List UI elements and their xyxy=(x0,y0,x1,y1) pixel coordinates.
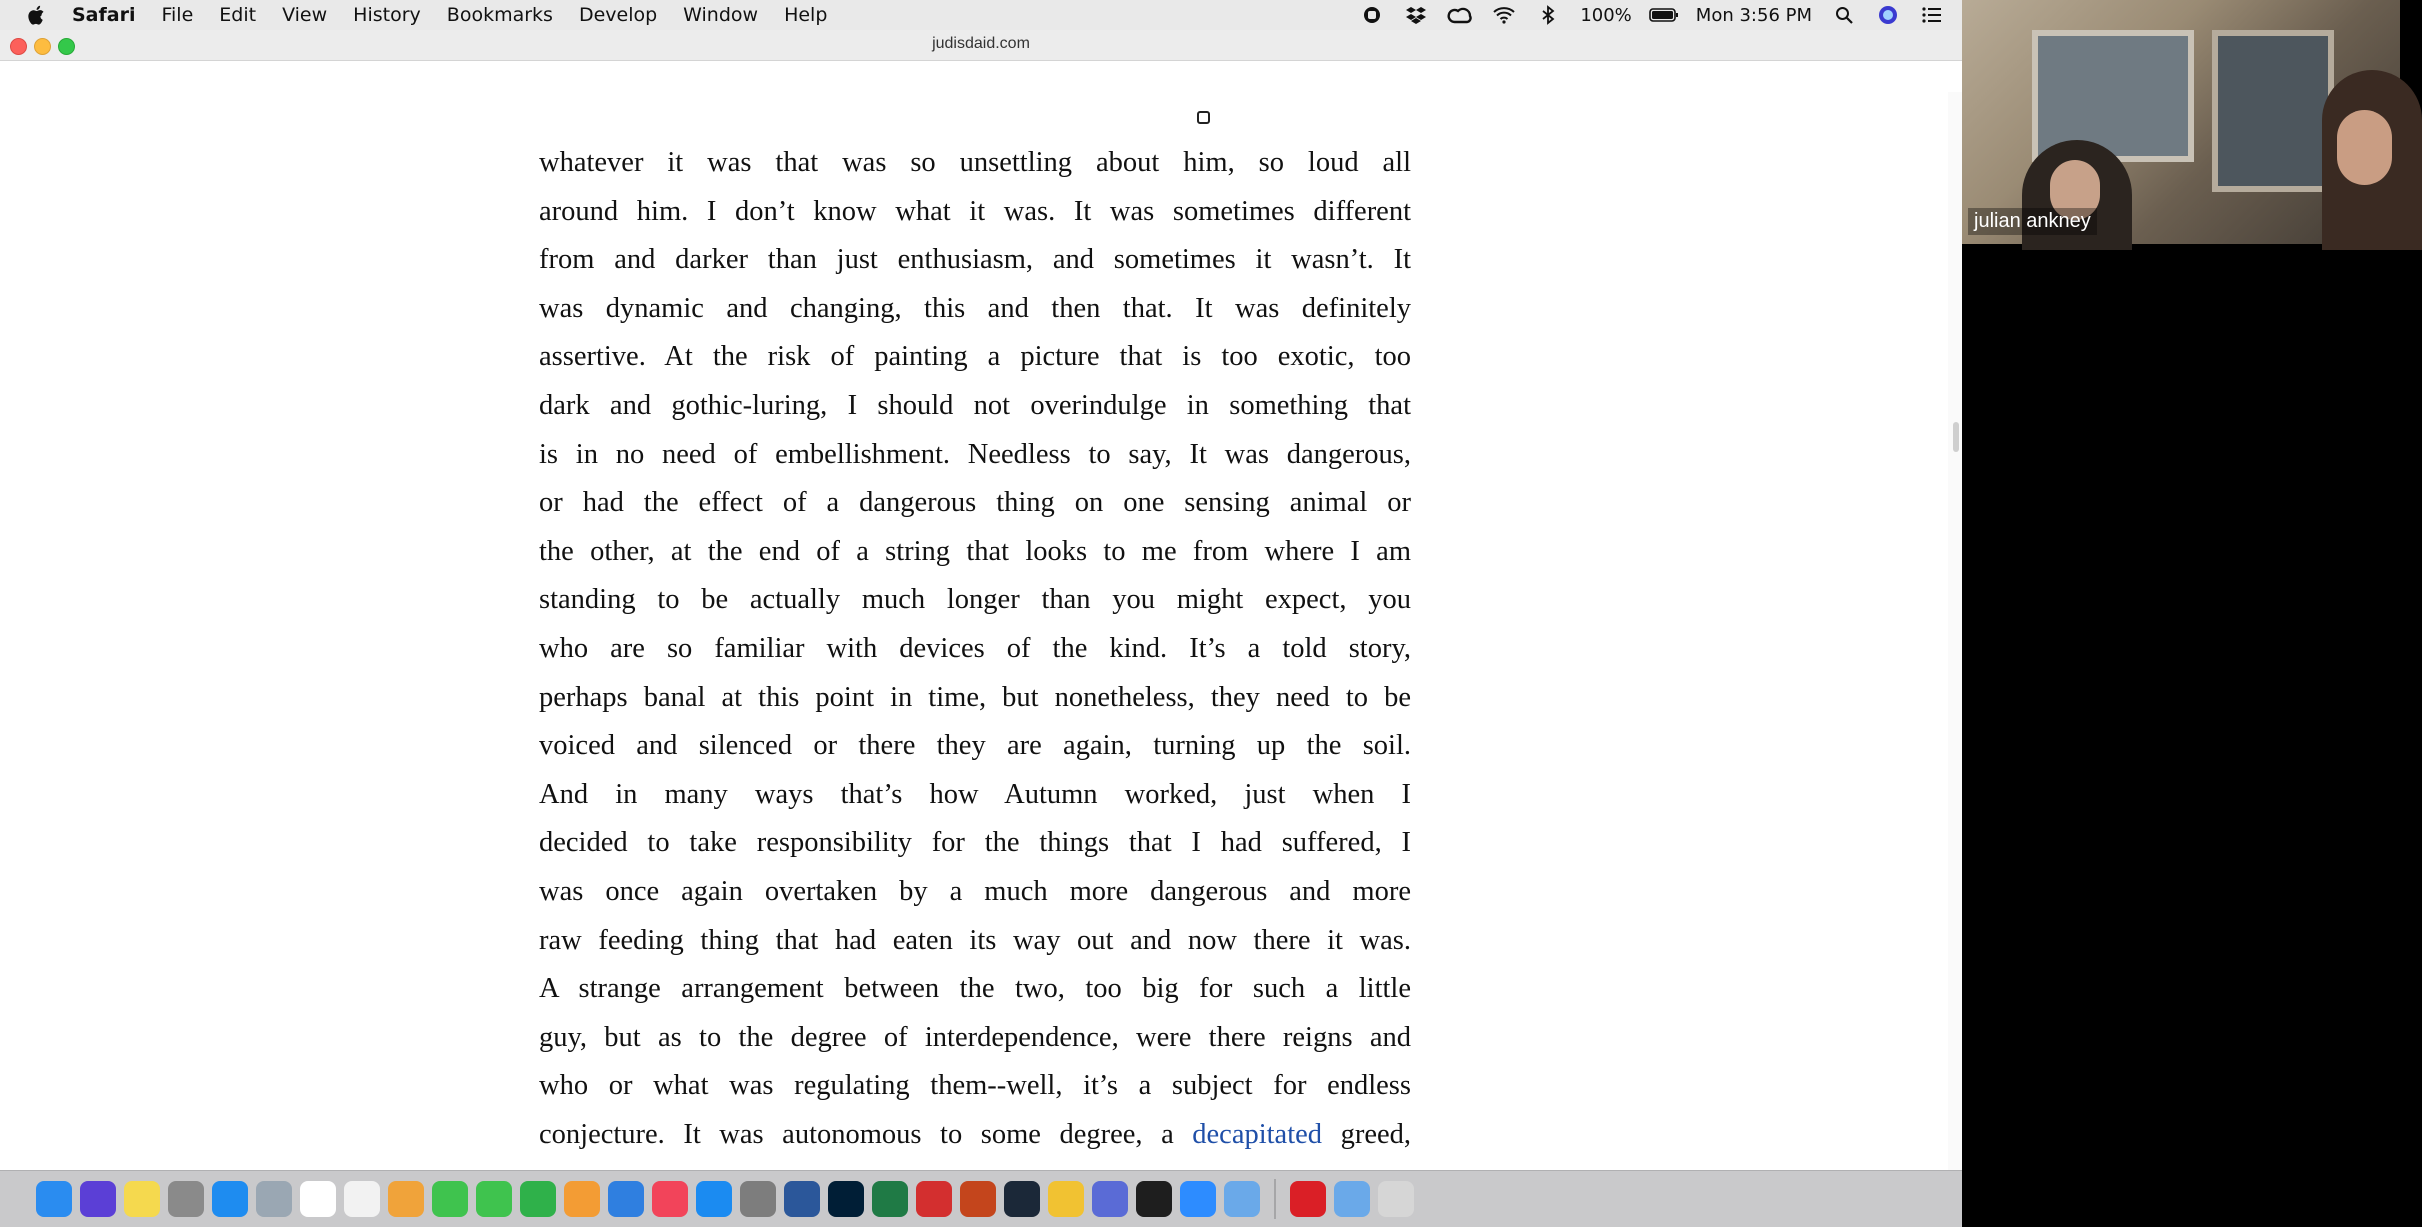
spotlight-search-icon[interactable] xyxy=(1832,3,1856,27)
article-line: from and darker than just enthusiasm, and sometimes it wasn’t. It xyxy=(539,244,1411,276)
article-line: is in no need of embellishment. Needless to say, It was dangerous, xyxy=(539,438,1411,470)
menu-file[interactable]: File xyxy=(161,4,194,26)
wifi-icon[interactable] xyxy=(1492,3,1516,27)
word-icon[interactable] xyxy=(784,1181,820,1217)
background-window xyxy=(2212,30,2334,192)
notes-icon[interactable] xyxy=(124,1181,160,1217)
article-line: was dynamic and changing, this and then that. It was definitely xyxy=(539,292,1411,324)
keynote-icon[interactable] xyxy=(608,1181,644,1217)
page-content xyxy=(0,61,1962,1170)
creative-cloud-status-icon[interactable] xyxy=(1448,3,1472,27)
article-line: decided to take responsibility for the things that I had suffered, I xyxy=(539,827,1411,859)
siri-status-icon[interactable] xyxy=(1876,3,1900,27)
menu-window[interactable]: Window xyxy=(683,4,759,26)
launchpad-icon[interactable] xyxy=(168,1181,204,1217)
article-line: A strange arrangement between the two, too big for such a little xyxy=(539,973,1411,1005)
bbedit-icon[interactable] xyxy=(1092,1181,1128,1217)
menu-edit[interactable]: Edit xyxy=(219,4,257,26)
article-text-fragment: conjecture. It was autonomous to some degree, a xyxy=(539,1118,1174,1150)
calendar-icon[interactable] xyxy=(300,1181,336,1217)
article-line: assertive. At the risk of painting a picture that is too exotic, too xyxy=(539,341,1411,373)
pages-icon[interactable] xyxy=(564,1181,600,1217)
article-line: voiced and silenced or there they are again, turning up the soil. xyxy=(539,730,1411,762)
safari-icon[interactable] xyxy=(212,1181,248,1217)
menu-history[interactable]: History xyxy=(353,4,421,26)
screen-record-icon[interactable] xyxy=(1360,3,1384,27)
clock[interactable]: Mon 3:56 PM xyxy=(1695,4,1812,26)
participant-video-tile[interactable] xyxy=(1962,0,2400,244)
finder-icon[interactable] xyxy=(36,1181,72,1217)
notification-center-icon[interactable] xyxy=(1920,3,1944,27)
preview-icon[interactable] xyxy=(256,1181,292,1217)
dock-separator xyxy=(1274,1179,1276,1219)
downloads-icon[interactable] xyxy=(1334,1181,1370,1217)
siri-icon[interactable] xyxy=(80,1181,116,1217)
menu-develop[interactable]: Develop xyxy=(578,4,658,26)
dock xyxy=(0,1170,1962,1227)
zoom-icon[interactable] xyxy=(1180,1181,1216,1217)
acrobat-icon[interactable] xyxy=(916,1181,952,1217)
article-line: or had the effect of a dangerous thing on one sensing animal or xyxy=(539,487,1411,519)
photos-icon[interactable] xyxy=(388,1181,424,1217)
scrollbar[interactable] xyxy=(1948,92,1962,1201)
menu-bar xyxy=(0,0,1962,30)
article-line: raw feeding thing that had eaten its way out and now there it was. xyxy=(539,924,1411,956)
bluetooth-icon[interactable] xyxy=(1536,3,1560,27)
battery-icon[interactable] xyxy=(1652,3,1676,27)
menu-bookmarks[interactable]: Bookmarks xyxy=(446,4,553,26)
powerpoint-icon[interactable] xyxy=(960,1181,996,1217)
apple-menu-icon[interactable] xyxy=(26,4,48,26)
menu-app-name[interactable]: Safari xyxy=(72,4,136,26)
excel-icon[interactable] xyxy=(872,1181,908,1217)
reminders-icon[interactable] xyxy=(344,1181,380,1217)
battery-percentage: 100% xyxy=(1580,4,1632,26)
window-titlebar[interactable] xyxy=(0,30,1962,61)
facetime-icon[interactable] xyxy=(476,1181,512,1217)
article-line: dark and gothic-luring, I should not overindulge in something that xyxy=(539,389,1411,421)
background-window xyxy=(2032,30,2194,162)
music-icon[interactable] xyxy=(652,1181,688,1217)
article-line: perhaps banal at this point in time, but nonetheless, they need to be xyxy=(539,681,1411,713)
article-text xyxy=(539,139,1411,1159)
decapitated-link[interactable]: decapitated xyxy=(1192,1118,1323,1150)
article-text-fragment: greed, xyxy=(1340,1118,1411,1150)
article-line: standing to be actually much longer than you might expect, you xyxy=(539,584,1411,616)
cyberduck-icon[interactable] xyxy=(1048,1181,1084,1217)
safari-window xyxy=(0,30,1962,1170)
steam-icon[interactable] xyxy=(1004,1181,1040,1217)
creative-cloud-icon[interactable] xyxy=(1290,1181,1326,1217)
photoshop-icon[interactable] xyxy=(828,1181,864,1217)
article-line: was once again overtaken by a much more dangerous and more xyxy=(539,875,1411,907)
status-area xyxy=(1360,0,1944,30)
article-line: whatever it was that was so unsettling about him, so loud all xyxy=(539,147,1411,178)
numbers-icon[interactable] xyxy=(520,1181,556,1217)
article-line: And in many ways that’s how Autumn worked, just when I xyxy=(539,778,1411,810)
folder-icon[interactable] xyxy=(1224,1181,1260,1217)
participant-name-label: julian ankney xyxy=(1968,208,2097,235)
participant-face xyxy=(2337,110,2392,185)
menu-view[interactable]: View xyxy=(282,4,328,26)
app-store-icon[interactable] xyxy=(696,1181,732,1217)
video-call-panel xyxy=(1962,0,2400,1227)
reader-toggle-icon[interactable] xyxy=(1197,111,1210,124)
scrollbar-thumb[interactable] xyxy=(1953,422,1959,452)
article-line: who are so familiar with devices of the kind. It’s a told story, xyxy=(539,632,1411,664)
menu-help[interactable]: Help xyxy=(784,4,828,26)
trash-icon[interactable] xyxy=(1378,1181,1414,1217)
terminal-icon[interactable] xyxy=(1136,1181,1172,1217)
window-title: judisdaid.com xyxy=(932,35,1030,52)
article-line: guy, but as to the degree of interdependence, were there reigns and xyxy=(539,1021,1411,1053)
article-line: who or what was regulating them--well, it’s a subject for endless xyxy=(539,1070,1411,1102)
system-preferences-icon[interactable] xyxy=(740,1181,776,1217)
article-line: the other, at the end of a string that looks to me from where I am xyxy=(539,535,1411,567)
dropbox-icon[interactable] xyxy=(1404,3,1428,27)
messages-icon[interactable] xyxy=(432,1181,468,1217)
article-line: around him. I don’t know what it was. It was sometimes different xyxy=(539,195,1411,227)
article-line-last xyxy=(539,1111,1411,1160)
